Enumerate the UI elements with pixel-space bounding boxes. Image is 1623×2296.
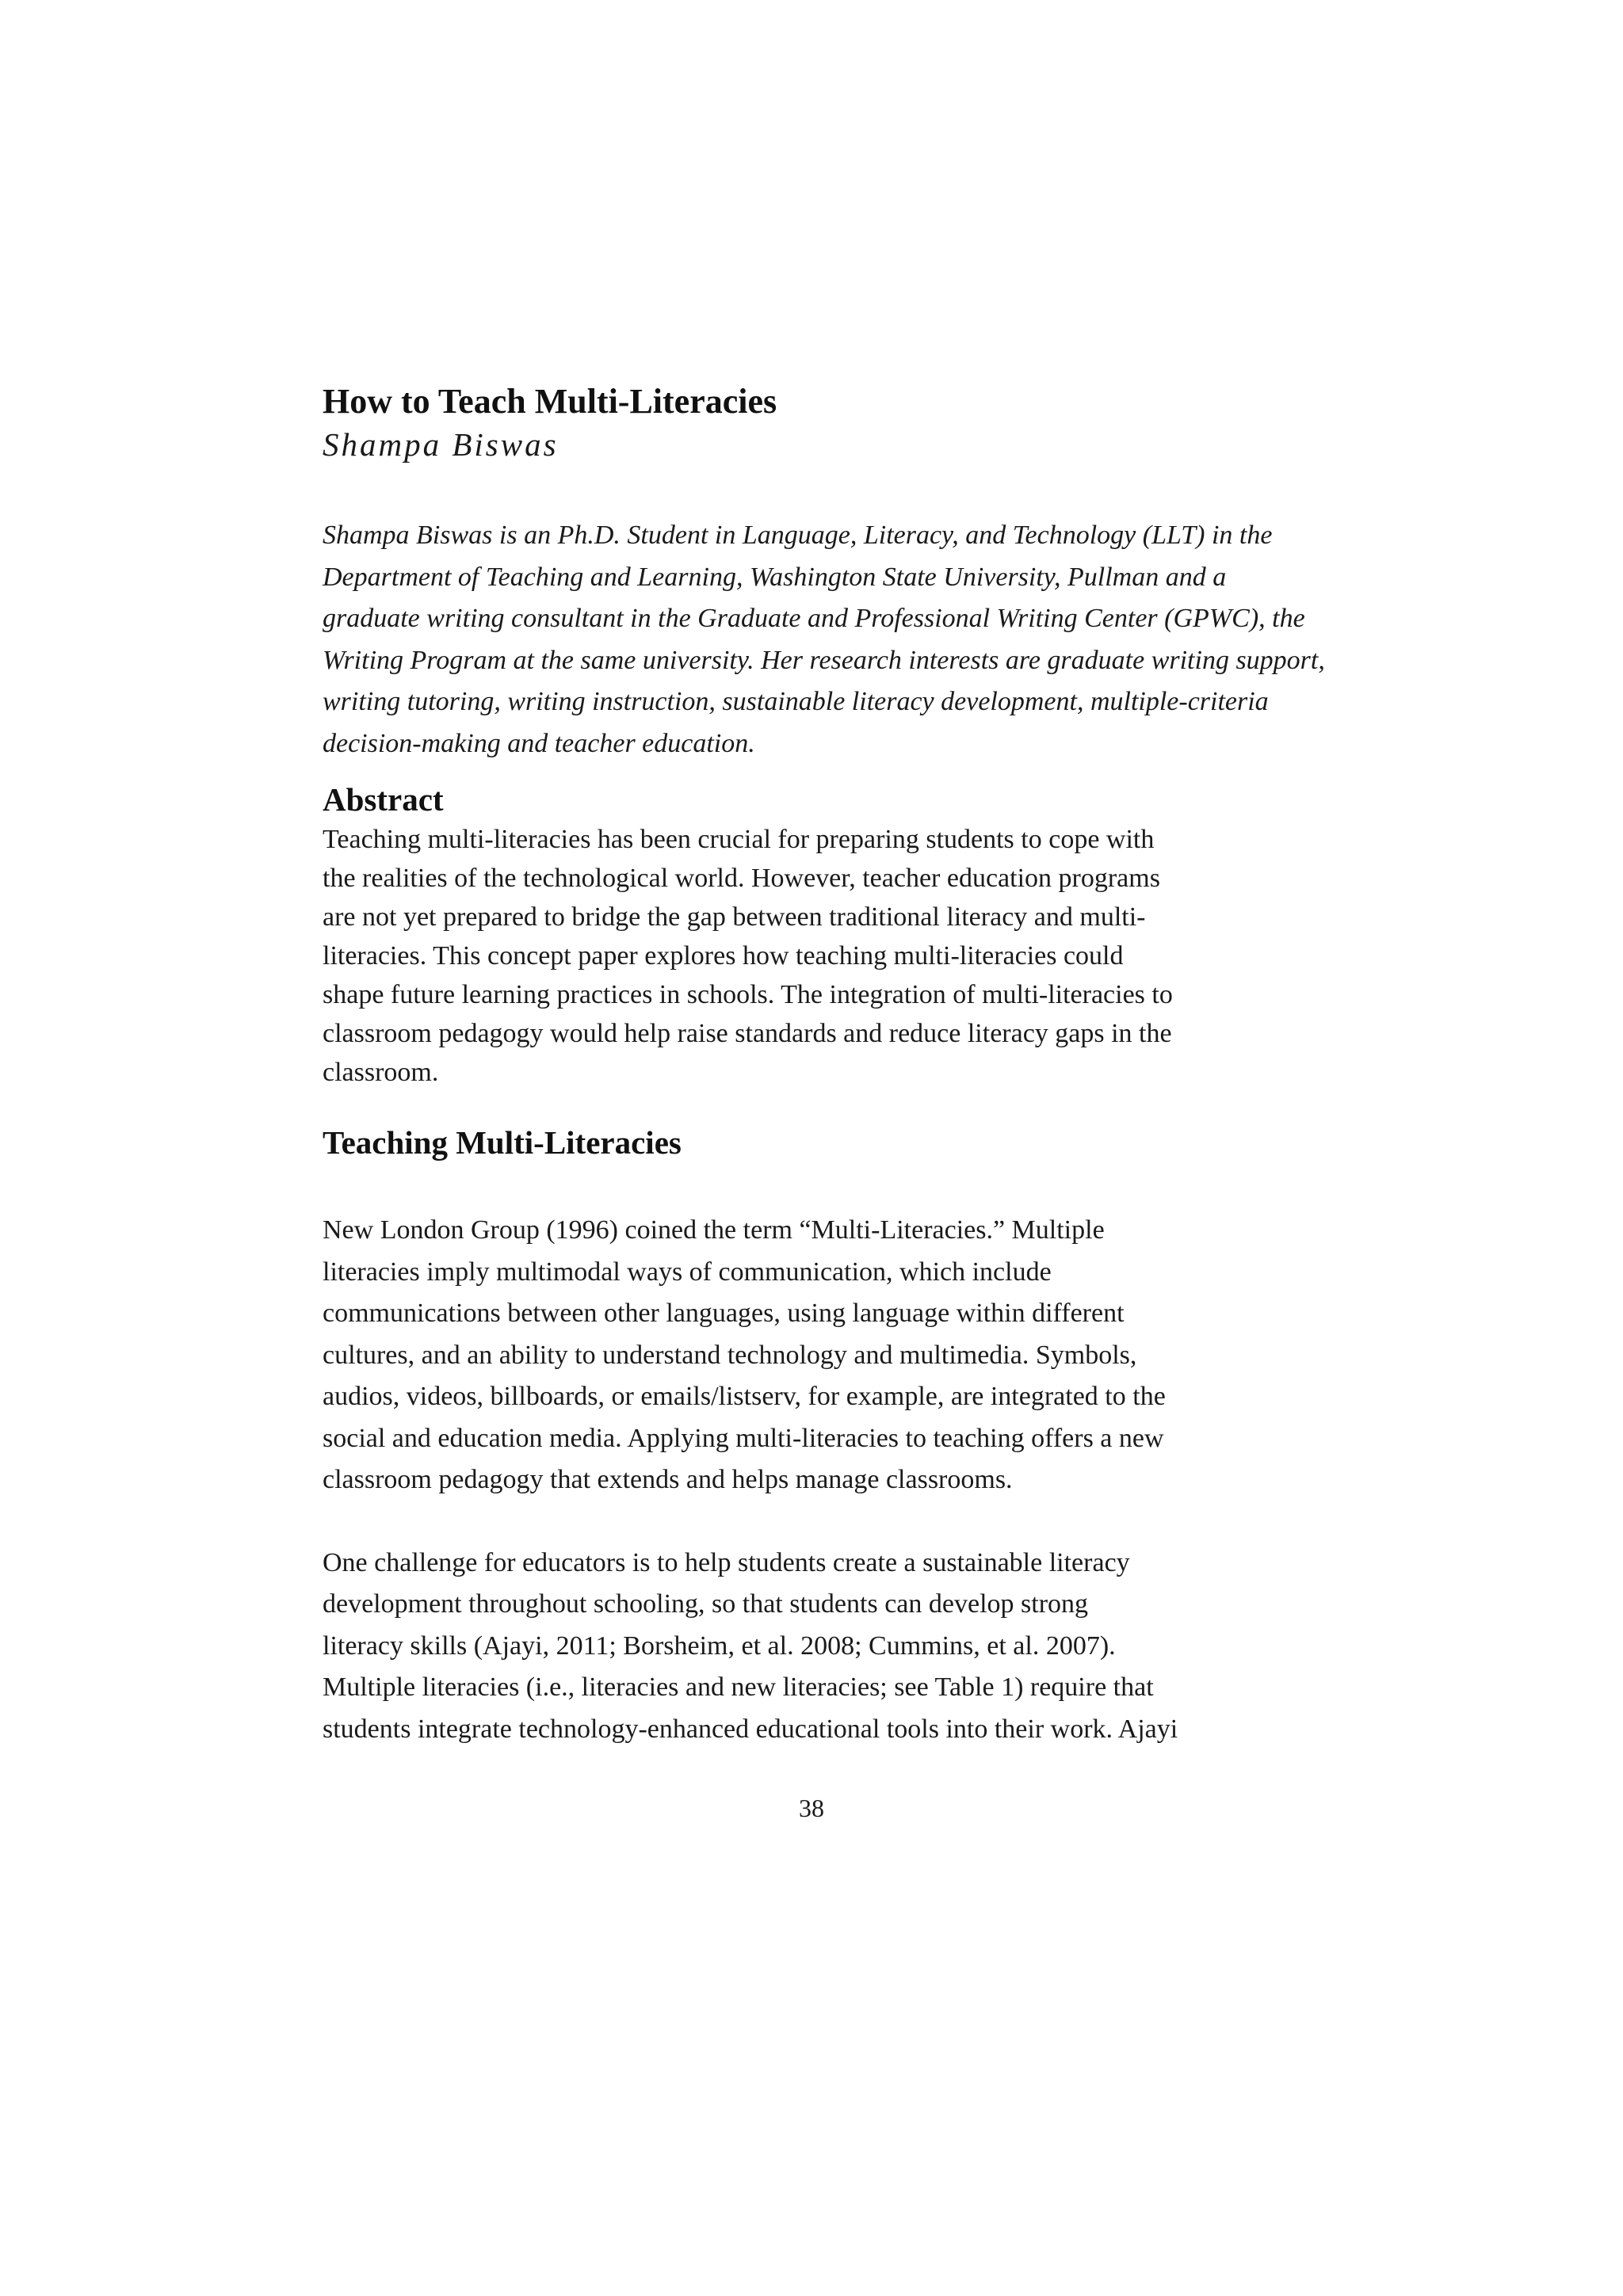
paragraph-line: social and education media. Applying multi-literacies to teaching offers a new	[323, 1423, 1164, 1453]
paragraph-line: students integrate technology-enhanced educational tools into their work. Ajayi	[323, 1714, 1178, 1744]
paragraph-line: classroom pedagogy that extends and helps manage classrooms.	[323, 1465, 1013, 1494]
bio-line: decision-making and teacher education.	[323, 728, 755, 758]
abstract-line: are not yet prepared to bridge the gap between traditional literacy and multi-	[323, 902, 1146, 932]
article-author: Shampa Biswas	[323, 426, 559, 463]
body-paragraph-2	[323, 1543, 1258, 1751]
teaching-section-heading: Teaching Multi-Literacies	[323, 1124, 682, 1161]
bio-line: Department of Teaching and Learning, Washington State University, Pullman and a	[323, 562, 1227, 592]
abstract-heading: Abstract	[323, 781, 444, 818]
bio-line: graduate writing consultant in the Graduate and Professional Writing Center (GPWC), the	[323, 604, 1305, 633]
paragraph-line: development throughout schooling, so that students can develop strong	[323, 1589, 1089, 1619]
page-number: 38	[799, 1794, 824, 1822]
article-title: How to Teach Multi-Literacies	[323, 382, 777, 421]
abstract-line: the realities of the technological world. However, teacher education programs	[323, 864, 1160, 893]
paragraph-line: Multiple literacies (i.e., literacies and new literacies; see Table 1) require that	[323, 1672, 1154, 1702]
paragraph-line: One challenge for educators is to help students create a sustainable literacy	[323, 1547, 1130, 1577]
body-paragraph-1	[323, 1210, 1258, 1501]
paragraph-line: cultures, and an ability to understand technology and multimedia. Symbols,	[323, 1340, 1137, 1370]
page-content	[323, 380, 1325, 1750]
abstract-line: Teaching multi-literacies has been crucial for preparing students to cope with	[323, 825, 1155, 854]
abstract-line: shape future learning practices in schools. The integration of multi-literacies to	[323, 980, 1173, 1009]
paragraph-line: literacy skills (Ajayi, 2011; Borsheim, et al. 2008; Cummins, et al. 2007).	[323, 1630, 1116, 1661]
paragraph-line: audios, videos, billboards, or emails/listserv, for example, are integrated to the	[323, 1382, 1166, 1411]
paragraph-line: literacies imply multimodal ways of communication, which include	[323, 1257, 1052, 1287]
author-bio	[323, 515, 1325, 765]
bio-line: writing tutoring, writing instruction, sustainable literacy development, multiple-criteria	[323, 687, 1269, 716]
abstract-line: literacies. This concept paper explores how teaching multi-literacies could	[323, 941, 1124, 971]
abstract-paragraph	[323, 820, 1258, 1092]
paragraph-line: communications between other languages, using language within different	[323, 1299, 1125, 1328]
bio-line: Shampa Biswas is an Ph.D. Student in Language, Literacy, and Technology (LLT) in the	[323, 521, 1273, 550]
paragraph-line: New London Group (1996) coined the term “Multi-Literacies.” Multiple	[323, 1215, 1105, 1245]
abstract-line: classroom.	[323, 1058, 439, 1087]
abstract-line: classroom pedagogy would help raise standards and reduce literacy gaps in the	[323, 1019, 1172, 1048]
bio-line: Writing Program at the same university. Her research interests are graduate writing support,	[323, 645, 1325, 675]
